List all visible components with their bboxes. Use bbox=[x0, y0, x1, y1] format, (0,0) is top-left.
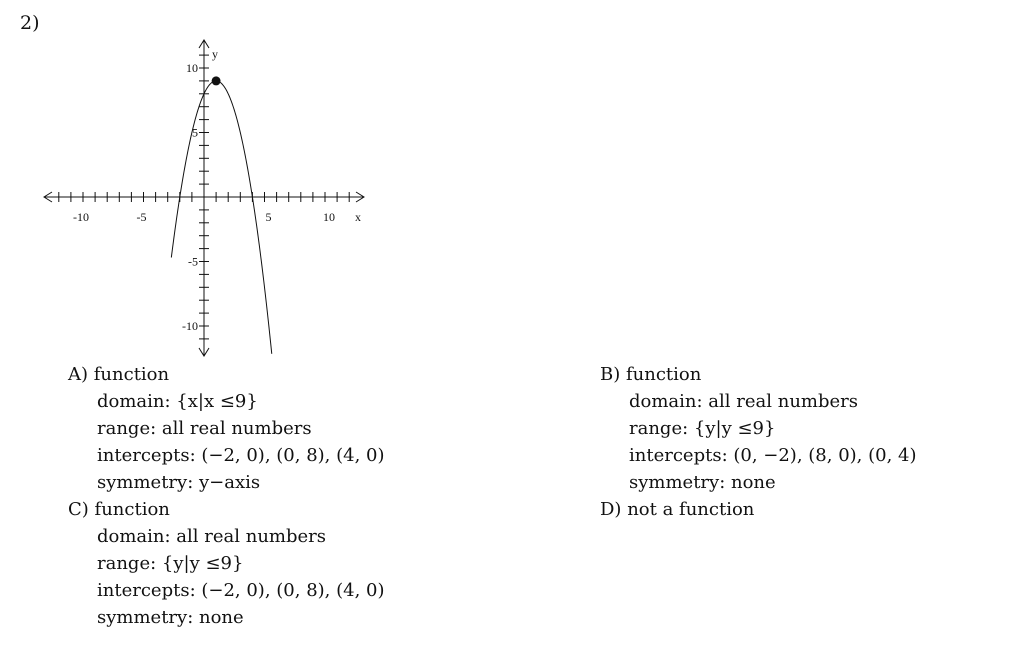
x-tick-label: -5 bbox=[136, 210, 147, 224]
choice-c-range: range: {y|y ≤9} bbox=[97, 553, 244, 574]
choice-a[interactable] bbox=[68, 361, 385, 496]
choice-a-range: range: all real numbers bbox=[97, 418, 312, 439]
y-tick-label: -5 bbox=[188, 254, 198, 269]
x-tick-label: 10 bbox=[323, 210, 335, 224]
vertex-point bbox=[212, 76, 221, 85]
choice-a-intercepts: intercepts: (−2, 0), (0, 8), (4, 0) bbox=[97, 445, 385, 466]
choice-c-domain: domain: all real numbers bbox=[97, 526, 326, 547]
choice-b-range: range: {y|y ≤9} bbox=[629, 418, 776, 439]
choice-a-symmetry: symmetry: y−axis bbox=[97, 472, 261, 493]
choice-c[interactable] bbox=[68, 496, 385, 631]
choice-b-symmetry: symmetry: none bbox=[629, 472, 776, 493]
y-tick-label: 10 bbox=[186, 61, 198, 75]
question-number: 2) bbox=[20, 12, 40, 34]
choice-c-intercepts: intercepts: (−2, 0), (0, 8), (4, 0) bbox=[97, 580, 385, 601]
choice-d[interactable] bbox=[600, 496, 754, 523]
choice-a-head: A) function bbox=[68, 364, 170, 385]
y-axis-label: y bbox=[212, 47, 218, 61]
choice-c-head: C) function bbox=[68, 499, 170, 520]
choice-a-domain: domain: {x|x ≤9} bbox=[97, 391, 258, 412]
choice-d-head: D) not a function bbox=[600, 499, 755, 520]
choice-c-symmetry: symmetry: none bbox=[97, 607, 244, 628]
parabola-curve bbox=[171, 81, 271, 354]
choice-b-domain: domain: all real numbers bbox=[629, 391, 858, 412]
x-tick-label: 5 bbox=[265, 210, 272, 224]
y-tick-label: -10 bbox=[182, 319, 198, 333]
y-tick-label: 5 bbox=[192, 125, 198, 140]
x-tick-label: -10 bbox=[73, 210, 89, 224]
choice-b-head: B) function bbox=[600, 364, 702, 385]
choice-b[interactable] bbox=[600, 361, 917, 496]
choice-b-intercepts: intercepts: (0, −2), (8, 0), (0, 4) bbox=[629, 445, 917, 466]
parabola-graph bbox=[0, 0, 400, 362]
x-axis-label: x bbox=[355, 210, 361, 224]
